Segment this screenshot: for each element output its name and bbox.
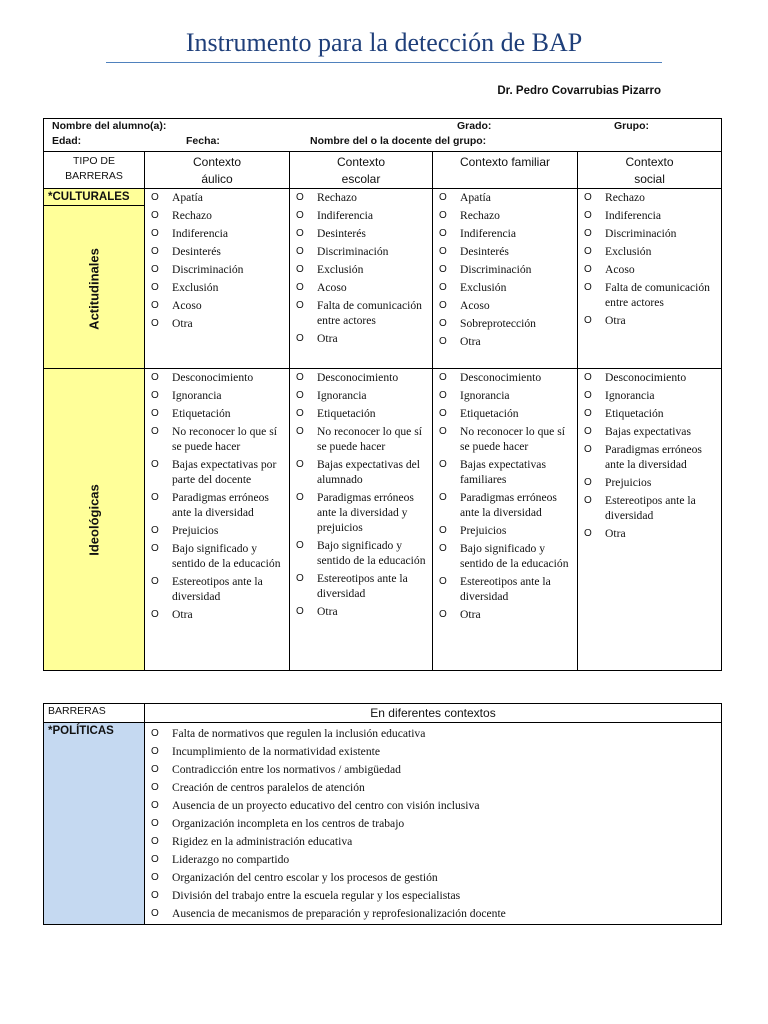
list-item xyxy=(151,780,717,795)
list-item-text: Desconocimiento xyxy=(460,371,542,384)
circle-bullet-icon: O xyxy=(151,300,159,311)
circle-bullet-icon: O xyxy=(584,408,592,419)
list-item xyxy=(584,475,717,490)
list-item xyxy=(439,208,573,223)
circle-bullet-icon: O xyxy=(439,300,447,311)
list-item xyxy=(296,280,428,295)
header-line: social xyxy=(634,172,665,186)
circle-bullet-icon: O xyxy=(296,300,304,311)
list-item xyxy=(151,888,717,903)
barriers-table xyxy=(43,118,722,671)
circle-bullet-icon: O xyxy=(584,192,592,203)
list-item xyxy=(439,574,573,604)
list-item xyxy=(151,190,285,205)
circle-bullet-icon: O xyxy=(439,246,447,257)
circle-bullet-icon: O xyxy=(151,228,159,239)
list-item xyxy=(151,208,285,223)
list-item xyxy=(296,190,428,205)
circle-bullet-icon: O xyxy=(151,800,159,811)
list-item-text: Indiferencia xyxy=(605,209,661,222)
list-item-text: Liderazgo no compartido xyxy=(172,853,290,866)
circle-bullet-icon: O xyxy=(439,525,447,536)
list-item xyxy=(151,744,717,759)
list-item xyxy=(151,457,285,487)
list-item xyxy=(296,298,428,328)
list-item xyxy=(296,370,428,385)
actitudinales-social xyxy=(578,189,722,369)
circle-bullet-icon: O xyxy=(151,408,159,419)
circle-bullet-icon: O xyxy=(439,336,447,347)
list-item-text: Otra xyxy=(460,608,481,621)
list-item-text: Bajas expectativas xyxy=(605,425,691,438)
list-item xyxy=(151,523,285,538)
list-item-text: Acoso xyxy=(317,281,347,294)
list-item-text: Otra xyxy=(317,605,338,618)
circle-bullet-icon: O xyxy=(151,890,159,901)
list-item-text: Otra xyxy=(172,317,193,330)
list-item-text: Organización del centro escolar y los procesos de gestión xyxy=(172,871,438,884)
page-title: Instrumento para la detección de BAP xyxy=(185,28,583,57)
list-item-text: Desconocimiento xyxy=(605,371,687,384)
circle-bullet-icon: O xyxy=(584,495,592,506)
list-item xyxy=(584,313,717,328)
list-item xyxy=(296,538,428,568)
list-item-text: Ignorancia xyxy=(317,389,367,402)
circle-bullet-icon: O xyxy=(439,282,447,293)
list-item-text: Ignorancia xyxy=(460,389,510,402)
header-tipo-barreras xyxy=(44,152,145,189)
ideologicas-aulico xyxy=(145,369,290,671)
list-item xyxy=(439,424,573,454)
list-item xyxy=(584,244,717,259)
list-item xyxy=(439,226,573,241)
ideologicas-escolar xyxy=(290,369,433,671)
list-item xyxy=(439,262,573,277)
header-contexto-familiar xyxy=(433,152,578,189)
header-line: áulico xyxy=(201,172,233,186)
circle-bullet-icon: O xyxy=(151,609,159,620)
circle-bullet-icon: O xyxy=(151,426,159,437)
list-item-text: Falta de normativos que regulen la inclusión educativa xyxy=(172,727,426,740)
list-item xyxy=(584,208,717,223)
header-line: escolar xyxy=(341,172,381,186)
circle-bullet-icon: O xyxy=(439,576,447,587)
list-item xyxy=(151,834,717,849)
list-item-text: Otra xyxy=(605,314,626,327)
circle-bullet-icon: O xyxy=(584,477,592,488)
list-item-text: Desinterés xyxy=(460,245,509,258)
list-item-text: No reconocer lo que sí se puede hacer xyxy=(460,425,565,453)
header-line: Contexto xyxy=(192,155,242,169)
list-item xyxy=(151,406,285,421)
circle-bullet-icon: O xyxy=(584,264,592,275)
list-item-text: Exclusión xyxy=(460,281,507,294)
list-item xyxy=(151,726,717,741)
author: Dr. Pedro Covarrubias Pizarro xyxy=(497,85,661,97)
circle-bullet-icon: O xyxy=(439,609,447,620)
circle-bullet-icon: O xyxy=(584,528,592,539)
circle-bullet-icon: O xyxy=(296,573,304,584)
ideologicas-cell xyxy=(44,369,145,671)
circle-bullet-icon: O xyxy=(584,210,592,221)
list-item-text: Desconocimiento xyxy=(317,371,399,384)
list-item xyxy=(296,406,428,421)
list-item-text: Indiferencia xyxy=(460,227,516,240)
list-item-text: Bajo significado y sentido de la educación xyxy=(317,539,426,567)
circle-bullet-icon: O xyxy=(151,854,159,865)
actitudinales-familiar xyxy=(433,189,578,369)
list-item-text: Contradicción entre los normativos / ambigüedad xyxy=(172,763,401,776)
list-item-text: Indiferencia xyxy=(172,227,228,240)
circle-bullet-icon: O xyxy=(296,459,304,470)
list-item xyxy=(439,244,573,259)
list-item xyxy=(151,226,285,241)
actitudinales-label: Actitudinales xyxy=(86,248,102,331)
list-item xyxy=(296,457,428,487)
circle-bullet-icon: O xyxy=(151,390,159,401)
group-label: Grupo: xyxy=(614,120,649,132)
list-item xyxy=(151,280,285,295)
circle-bullet-icon: O xyxy=(439,426,447,437)
circle-bullet-icon: O xyxy=(439,543,447,554)
list-item-text: Organización incompleta en los centros de trabajo xyxy=(172,817,405,830)
list-item-text: Etiquetación xyxy=(605,407,664,420)
list-item xyxy=(584,370,717,385)
header-contexto-social xyxy=(578,152,722,189)
list-item-text: Acoso xyxy=(605,263,635,276)
circle-bullet-icon: O xyxy=(439,459,447,470)
list-item-text: No reconocer lo que sí se puede hacer xyxy=(172,425,277,453)
list-item xyxy=(439,490,573,520)
list-item xyxy=(151,541,285,571)
list-item-text: Bajas expectativas por parte del docente xyxy=(172,458,277,486)
list-item-text: Discriminación xyxy=(460,263,532,276)
circle-bullet-icon: O xyxy=(584,315,592,326)
circle-bullet-icon: O xyxy=(439,492,447,503)
list-item-text: Paradigmas erróneos ante la diversidad xyxy=(605,443,702,471)
list-item xyxy=(584,226,717,241)
circle-bullet-icon: O xyxy=(151,192,159,203)
date-label: Fecha: xyxy=(186,135,220,147)
actitudinales-aulico xyxy=(145,189,290,369)
list-item xyxy=(151,798,717,813)
list-item xyxy=(584,280,717,310)
list-item-text: División del trabajo entre la escuela regular y los especialistas xyxy=(172,889,461,902)
circle-bullet-icon: O xyxy=(296,540,304,551)
circle-bullet-icon: O xyxy=(151,576,159,587)
list-item xyxy=(584,262,717,277)
circle-bullet-icon: O xyxy=(151,836,159,847)
list-item xyxy=(296,604,428,619)
circle-bullet-icon: O xyxy=(296,492,304,503)
circle-bullet-icon: O xyxy=(584,444,592,455)
list-item xyxy=(151,607,285,622)
list-item xyxy=(584,406,717,421)
circle-bullet-icon: O xyxy=(151,459,159,470)
circle-bullet-icon: O xyxy=(584,228,592,239)
circle-bullet-icon: O xyxy=(296,426,304,437)
list-item xyxy=(439,298,573,313)
list-item-text: Estereotipos ante la diversidad xyxy=(172,575,263,603)
culturales-cell xyxy=(44,189,145,369)
list-item-text: Estereotipos ante la diversidad xyxy=(605,494,696,522)
list-item xyxy=(151,852,717,867)
list-item-text: Etiquetación xyxy=(172,407,231,420)
list-item xyxy=(296,208,428,223)
list-item-text: Acoso xyxy=(172,299,202,312)
list-item xyxy=(151,388,285,403)
age-label: Edad: xyxy=(52,135,82,147)
list-item-text: Paradigmas erróneos ante la diversidad y prejuicios xyxy=(317,491,414,534)
circle-bullet-icon: O xyxy=(584,390,592,401)
circle-bullet-icon: O xyxy=(296,390,304,401)
circle-bullet-icon: O xyxy=(151,210,159,221)
list-item-text: Bajo significado y sentido de la educación xyxy=(460,542,569,570)
circle-bullet-icon: O xyxy=(296,192,304,203)
list-item xyxy=(151,424,285,454)
list-item-text: Prejuicios xyxy=(460,524,507,537)
circle-bullet-icon: O xyxy=(296,228,304,239)
list-item xyxy=(151,906,717,921)
list-item-text: Ignorancia xyxy=(172,389,222,402)
list-item xyxy=(584,424,717,439)
politicas-label: *POLÍTICAS xyxy=(44,723,145,925)
header-contexto-escolar xyxy=(290,152,433,189)
circle-bullet-icon: O xyxy=(151,872,159,883)
list-item-text: Paradigmas erróneos ante la diversidad xyxy=(460,491,557,519)
list-item-text: Ignorancia xyxy=(605,389,655,402)
list-item xyxy=(151,262,285,277)
list-item-text: Prejuicios xyxy=(605,476,652,489)
list-item xyxy=(151,870,717,885)
list-item xyxy=(584,526,717,541)
circle-bullet-icon: O xyxy=(584,372,592,383)
list-item-text: Rechazo xyxy=(605,191,645,204)
list-item xyxy=(439,607,573,622)
grade-label: Grado: xyxy=(457,120,492,132)
list-item-text: Discriminación xyxy=(317,245,389,258)
list-item-text: Otra xyxy=(605,527,626,540)
circle-bullet-icon: O xyxy=(584,282,592,293)
header-contexto-aulico xyxy=(145,152,290,189)
circle-bullet-icon: O xyxy=(296,606,304,617)
circle-bullet-icon: O xyxy=(439,318,447,329)
ideologicas-social xyxy=(578,369,722,671)
list-item xyxy=(439,370,573,385)
circle-bullet-icon: O xyxy=(296,372,304,383)
circle-bullet-icon: O xyxy=(151,525,159,536)
list-item-text: Etiquetación xyxy=(317,407,376,420)
list-item xyxy=(439,541,573,571)
circle-bullet-icon: O xyxy=(151,908,159,919)
list-item-text: Creación de centros paralelos de atención xyxy=(172,781,365,794)
circle-bullet-icon: O xyxy=(151,372,159,383)
list-item-text: Paradigmas erróneos ante la diversidad xyxy=(172,491,269,519)
list-item-text: Estereotipos ante la diversidad xyxy=(317,572,408,600)
list-item-text: Sobreprotección xyxy=(460,317,536,330)
circle-bullet-icon: O xyxy=(439,210,447,221)
list-item-text: Desconocimiento xyxy=(172,371,254,384)
student-info xyxy=(44,119,722,152)
list-item-text: Estereotipos ante la diversidad xyxy=(460,575,551,603)
list-item xyxy=(296,388,428,403)
list-item-text: Exclusión xyxy=(172,281,219,294)
list-item-text: Apatía xyxy=(172,191,203,204)
list-item-text: Incumplimiento de la normatividad existente xyxy=(172,745,380,758)
header-line: Contexto familiar xyxy=(459,155,551,169)
list-item xyxy=(296,262,428,277)
list-item-text: Etiquetación xyxy=(460,407,519,420)
list-item xyxy=(151,316,285,331)
barreras-header: BARRERAS xyxy=(44,704,145,723)
circle-bullet-icon: O xyxy=(151,246,159,257)
teacher-name-label: Nombre del o la docente del grupo: xyxy=(310,135,487,147)
list-item xyxy=(584,388,717,403)
circle-bullet-icon: O xyxy=(584,426,592,437)
circle-bullet-icon: O xyxy=(151,318,159,329)
ideologicas-label: Ideológicas xyxy=(86,483,102,556)
circle-bullet-icon: O xyxy=(439,228,447,239)
circle-bullet-icon: O xyxy=(151,818,159,829)
list-item-text: Discriminación xyxy=(172,263,244,276)
list-item-text: Bajas expectativas familiares xyxy=(460,458,546,486)
circle-bullet-icon: O xyxy=(584,246,592,257)
list-item xyxy=(439,190,573,205)
circle-bullet-icon: O xyxy=(151,264,159,275)
circle-bullet-icon: O xyxy=(296,408,304,419)
list-item xyxy=(151,574,285,604)
list-item xyxy=(439,457,573,487)
list-item-text: Otra xyxy=(460,335,481,348)
list-item xyxy=(439,280,573,295)
list-item-text: Rigidez en la administración educativa xyxy=(172,835,353,848)
circle-bullet-icon: O xyxy=(296,246,304,257)
list-item xyxy=(296,226,428,241)
list-item xyxy=(151,370,285,385)
list-item-text: Rechazo xyxy=(317,191,357,204)
list-item xyxy=(151,244,285,259)
circle-bullet-icon: O xyxy=(296,264,304,275)
circle-bullet-icon: O xyxy=(151,746,159,757)
list-item-text: Bajas expectativas del alumnado xyxy=(317,458,421,486)
list-item xyxy=(296,244,428,259)
circle-bullet-icon: O xyxy=(296,210,304,221)
circle-bullet-icon: O xyxy=(151,543,159,554)
list-item xyxy=(296,424,428,454)
list-item xyxy=(439,334,573,349)
circle-bullet-icon: O xyxy=(151,782,159,793)
list-item-text: Otra xyxy=(172,608,193,621)
circle-bullet-icon: O xyxy=(151,492,159,503)
list-item xyxy=(151,298,285,313)
list-item-text: Apatía xyxy=(460,191,491,204)
list-item-text: Prejuicios xyxy=(172,524,219,537)
circle-bullet-icon: O xyxy=(151,728,159,739)
list-item xyxy=(439,316,573,331)
list-item-text: Rechazo xyxy=(172,209,212,222)
ideologicas-familiar xyxy=(433,369,578,671)
header-line: BARRERAS xyxy=(65,170,123,182)
list-item-text: No reconocer lo que sí se puede hacer xyxy=(317,425,422,453)
circle-bullet-icon: O xyxy=(439,390,447,401)
contextos-header: En diferentes contextos xyxy=(145,704,722,723)
list-item xyxy=(296,571,428,601)
list-item xyxy=(151,816,717,831)
circle-bullet-icon: O xyxy=(439,408,447,419)
list-item xyxy=(584,493,717,523)
list-item-text: Ausencia de mecanismos de preparación y reprofesionalización docente xyxy=(172,907,506,920)
header-line: Contexto xyxy=(336,155,386,169)
list-item xyxy=(584,442,717,472)
list-item xyxy=(439,523,573,538)
list-item-text: Otra xyxy=(317,332,338,345)
list-item xyxy=(151,490,285,520)
list-item-text: Falta de comunicación entre actores xyxy=(605,281,710,309)
title-divider xyxy=(106,62,662,63)
list-item xyxy=(296,331,428,346)
politicas-table xyxy=(43,703,722,925)
circle-bullet-icon: O xyxy=(439,264,447,275)
circle-bullet-icon: O xyxy=(296,333,304,344)
list-item xyxy=(439,406,573,421)
politicas-items xyxy=(145,723,722,925)
list-item-text: Bajo significado y sentido de la educación xyxy=(172,542,281,570)
list-item-text: Falta de comunicación entre actores xyxy=(317,299,422,327)
list-item-text: Desinterés xyxy=(317,227,366,240)
circle-bullet-icon: O xyxy=(151,282,159,293)
header-line: Contexto xyxy=(625,155,674,169)
list-item xyxy=(439,388,573,403)
circle-bullet-icon: O xyxy=(439,372,447,383)
list-item-text: Acoso xyxy=(460,299,490,312)
list-item-text: Indiferencia xyxy=(317,209,373,222)
header-line: TIPO DE xyxy=(72,155,115,167)
list-item-text: Ausencia de un proyecto educativo del centro con visión inclusiva xyxy=(172,799,480,812)
list-item-text: Rechazo xyxy=(460,209,500,222)
circle-bullet-icon: O xyxy=(296,282,304,293)
list-item xyxy=(584,190,717,205)
list-item-text: Discriminación xyxy=(605,227,677,240)
circle-bullet-icon: O xyxy=(439,192,447,203)
actitudinales-escolar xyxy=(290,189,433,369)
list-item-text: Desinterés xyxy=(172,245,221,258)
culturales-label: *CULTURALES xyxy=(44,189,144,206)
student-name-label: Nombre del alumno(a): xyxy=(52,120,167,132)
list-item-text: Exclusión xyxy=(317,263,364,276)
list-item xyxy=(151,762,717,777)
list-item xyxy=(296,490,428,535)
circle-bullet-icon: O xyxy=(151,764,159,775)
list-item-text: Exclusión xyxy=(605,245,652,258)
